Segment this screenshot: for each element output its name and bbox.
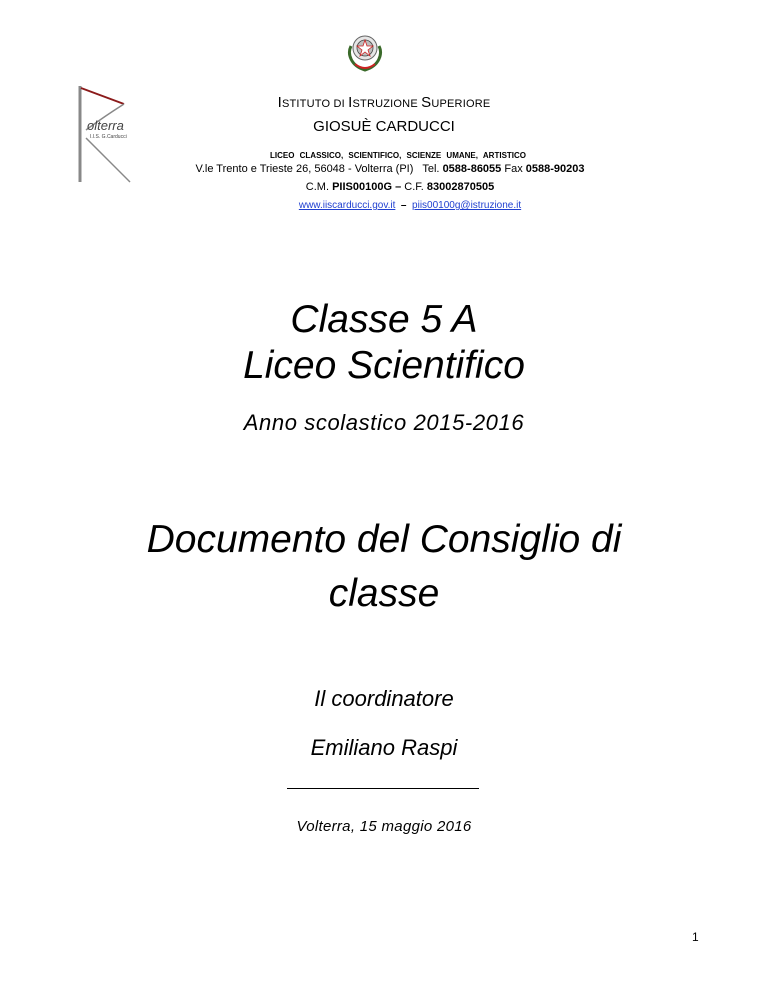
school-type: Liceo Scientifico <box>243 344 525 387</box>
address-line: V.le Trento e Trieste 26, 56048 - Volterra (PI) Tel. 0588-86055 Fax 0588-90203 <box>195 163 585 175</box>
email-link[interactable]: piis00100g@istruzione.it <box>412 200 522 211</box>
signature-line <box>287 788 479 790</box>
coordinator-name: Emiliano Raspi <box>310 735 458 760</box>
logo-subtext: I.I.S. G.Carducci <box>90 134 127 140</box>
place-date: Volterra, 15 maggio 2016 <box>296 818 472 835</box>
class-title: Classe 5 A <box>290 298 478 341</box>
codes-line: C.M. PIIS00100G – C.F. 83002870505 <box>305 181 495 193</box>
document-title-line1: Documento del Consiglio di <box>146 518 622 561</box>
links-dash: – <box>400 200 407 211</box>
links-line <box>200 200 620 211</box>
school-name: GIOSUÈ CARDUCCI <box>313 118 455 135</box>
logo-text: olterra <box>87 118 124 133</box>
document-title-line2: classe <box>328 572 440 615</box>
school-year: Anno scolastico 2015-2016 <box>243 410 525 435</box>
courses-line: LICEO CLASSICO, SCIENTIFICO, SCIENZE UMANE, ARTISTICO <box>269 151 527 160</box>
emblem-icon <box>345 30 385 74</box>
institute-line: ISTITUTO DI ISTRUZIONE SUPERIORE <box>277 94 491 111</box>
coordinator-label: Il coordinatore <box>314 686 454 711</box>
page-number: 1 <box>692 930 699 944</box>
website-link[interactable]: www.iiscarducci.gov.it <box>298 200 396 211</box>
